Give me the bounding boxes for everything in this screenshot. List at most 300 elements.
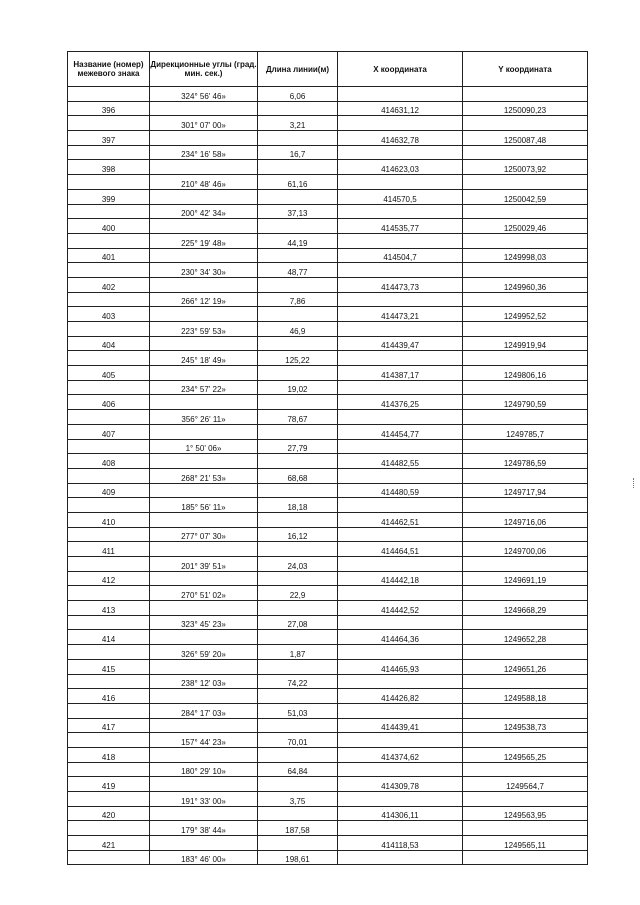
y-coordinate: 1250029,46 bbox=[463, 219, 588, 234]
x-coordinate: 414462,51 bbox=[338, 512, 463, 527]
line-length: 7,86 bbox=[258, 292, 338, 307]
table-header-row bbox=[68, 52, 588, 87]
direction-angle: 157° 44' 23» bbox=[150, 733, 258, 748]
x-coordinate: 414306,11 bbox=[338, 806, 463, 821]
length-cell bbox=[258, 131, 338, 146]
angle-cell bbox=[150, 189, 258, 204]
line-length: 198,61 bbox=[258, 850, 338, 865]
angle-cell bbox=[150, 454, 258, 469]
angle-cell bbox=[150, 630, 258, 645]
y-cell bbox=[463, 204, 588, 219]
x-coordinate: 414473,21 bbox=[338, 307, 463, 322]
point-name: 398 bbox=[68, 160, 150, 175]
y-coordinate: 1249785,7 bbox=[463, 424, 588, 439]
direction-angle: 266° 12' 19» bbox=[150, 292, 258, 307]
angle-cell bbox=[150, 160, 258, 175]
length-cell bbox=[258, 366, 338, 381]
direction-angle: 180° 29' 10» bbox=[150, 762, 258, 777]
line-length: 22,9 bbox=[258, 586, 338, 601]
length-cell bbox=[258, 219, 338, 234]
header-length: Длина линии(м) bbox=[258, 52, 338, 87]
line-length: 74,22 bbox=[258, 674, 338, 689]
line-length: 46,9 bbox=[258, 322, 338, 337]
point-row bbox=[68, 777, 588, 792]
length-cell bbox=[258, 630, 338, 645]
segment-row bbox=[68, 557, 588, 572]
point-row bbox=[68, 424, 588, 439]
y-coordinate: 1249806,16 bbox=[463, 366, 588, 381]
line-length: 1,87 bbox=[258, 645, 338, 660]
segment-row bbox=[68, 498, 588, 513]
length-cell bbox=[258, 160, 338, 175]
segment-row bbox=[68, 410, 588, 425]
line-length: 3,21 bbox=[258, 116, 338, 131]
segment-row bbox=[68, 380, 588, 395]
direction-angle: 183° 46' 00» bbox=[150, 850, 258, 865]
point-row bbox=[68, 836, 588, 851]
length-cell bbox=[258, 718, 338, 733]
direction-angle: 200° 42' 34» bbox=[150, 204, 258, 219]
x-cell bbox=[338, 821, 463, 836]
x-cell bbox=[338, 733, 463, 748]
x-coordinate: 414482,55 bbox=[338, 454, 463, 469]
x-coordinate: 414464,51 bbox=[338, 542, 463, 557]
y-cell bbox=[463, 145, 588, 160]
point-name: 411 bbox=[68, 542, 150, 557]
direction-angle: 324° 56' 46» bbox=[150, 87, 258, 102]
point-row bbox=[68, 101, 588, 116]
length-cell bbox=[258, 806, 338, 821]
point-name: 419 bbox=[68, 777, 150, 792]
y-coordinate: 1249563,95 bbox=[463, 806, 588, 821]
angle-cell bbox=[150, 777, 258, 792]
x-cell bbox=[338, 233, 463, 248]
point-name: 402 bbox=[68, 277, 150, 292]
angle-cell bbox=[150, 836, 258, 851]
y-coordinate: 1249651,26 bbox=[463, 659, 588, 674]
segment-row bbox=[68, 204, 588, 219]
y-cell bbox=[463, 792, 588, 807]
point-row bbox=[68, 689, 588, 704]
point-name: 405 bbox=[68, 366, 150, 381]
y-coordinate: 1250073,92 bbox=[463, 160, 588, 175]
segment-row bbox=[68, 263, 588, 278]
line-length: 78,67 bbox=[258, 410, 338, 425]
x-coordinate: 414439,41 bbox=[338, 718, 463, 733]
y-coordinate: 1249716,06 bbox=[463, 512, 588, 527]
segment-row bbox=[68, 792, 588, 807]
y-coordinate: 1249588,18 bbox=[463, 689, 588, 704]
segment-row bbox=[68, 645, 588, 660]
length-cell bbox=[258, 836, 338, 851]
point-name: 403 bbox=[68, 307, 150, 322]
x-cell bbox=[338, 204, 463, 219]
length-cell bbox=[258, 189, 338, 204]
y-cell bbox=[463, 703, 588, 718]
x-coordinate: 414454,77 bbox=[338, 424, 463, 439]
x-cell bbox=[338, 645, 463, 660]
segment-row bbox=[68, 292, 588, 307]
point-name: 406 bbox=[68, 395, 150, 410]
x-coordinate: 414439,47 bbox=[338, 336, 463, 351]
direction-angle: 284° 17' 03» bbox=[150, 703, 258, 718]
point-name: 421 bbox=[68, 836, 150, 851]
point-name: 414 bbox=[68, 630, 150, 645]
point-row bbox=[68, 542, 588, 557]
y-cell bbox=[463, 263, 588, 278]
point-row bbox=[68, 571, 588, 586]
length-cell bbox=[258, 483, 338, 498]
point-row bbox=[68, 219, 588, 234]
point-name-cell bbox=[68, 410, 150, 425]
x-coordinate: 414632,78 bbox=[338, 131, 463, 146]
segment-row bbox=[68, 351, 588, 366]
point-row bbox=[68, 248, 588, 263]
x-cell bbox=[338, 615, 463, 630]
y-coordinate: 1249919,94 bbox=[463, 336, 588, 351]
point-name-cell bbox=[68, 821, 150, 836]
margin-mark bbox=[633, 478, 636, 488]
x-cell bbox=[338, 527, 463, 542]
y-coordinate: 1249538,73 bbox=[463, 718, 588, 733]
y-coordinate: 1249998,03 bbox=[463, 248, 588, 263]
point-row bbox=[68, 601, 588, 616]
y-cell bbox=[463, 527, 588, 542]
line-length: 19,02 bbox=[258, 380, 338, 395]
length-cell bbox=[258, 689, 338, 704]
x-cell bbox=[338, 703, 463, 718]
point-name-cell bbox=[68, 204, 150, 219]
angle-cell bbox=[150, 336, 258, 351]
point-name: 417 bbox=[68, 718, 150, 733]
y-cell bbox=[463, 410, 588, 425]
y-cell bbox=[463, 733, 588, 748]
point-name-cell bbox=[68, 557, 150, 572]
angle-cell bbox=[150, 366, 258, 381]
point-row bbox=[68, 189, 588, 204]
y-coordinate: 1249960,36 bbox=[463, 277, 588, 292]
line-length: 16,12 bbox=[258, 527, 338, 542]
point-name: 412 bbox=[68, 571, 150, 586]
x-coordinate: 414442,52 bbox=[338, 601, 463, 616]
segment-row bbox=[68, 175, 588, 190]
y-cell bbox=[463, 821, 588, 836]
point-name: 404 bbox=[68, 336, 150, 351]
point-name: 400 bbox=[68, 219, 150, 234]
point-name-cell bbox=[68, 703, 150, 718]
x-cell bbox=[338, 175, 463, 190]
point-name-cell bbox=[68, 850, 150, 865]
angle-cell bbox=[150, 512, 258, 527]
point-name-cell bbox=[68, 175, 150, 190]
x-coordinate: 414376,25 bbox=[338, 395, 463, 410]
table-body bbox=[68, 87, 588, 865]
direction-angle: 238° 12' 03» bbox=[150, 674, 258, 689]
segment-row bbox=[68, 733, 588, 748]
x-cell bbox=[338, 263, 463, 278]
segment-row bbox=[68, 322, 588, 337]
point-name-cell bbox=[68, 145, 150, 160]
line-length: 48,77 bbox=[258, 263, 338, 278]
length-cell bbox=[258, 454, 338, 469]
direction-angle: 270° 51' 02» bbox=[150, 586, 258, 601]
angle-cell bbox=[150, 483, 258, 498]
length-cell bbox=[258, 659, 338, 674]
direction-angle: 277° 07' 30» bbox=[150, 527, 258, 542]
x-coordinate: 414442,18 bbox=[338, 571, 463, 586]
x-cell bbox=[338, 498, 463, 513]
length-cell bbox=[258, 307, 338, 322]
line-length: 68,68 bbox=[258, 468, 338, 483]
segment-row bbox=[68, 586, 588, 601]
direction-angle: 245° 18' 49» bbox=[150, 351, 258, 366]
segment-row bbox=[68, 468, 588, 483]
direction-angle: 225° 19' 48» bbox=[150, 233, 258, 248]
direction-angle: 179° 38' 44» bbox=[150, 821, 258, 836]
angle-cell bbox=[150, 395, 258, 410]
y-coordinate: 1249652,28 bbox=[463, 630, 588, 645]
y-coordinate: 1249700,06 bbox=[463, 542, 588, 557]
y-coordinate: 1249691,19 bbox=[463, 571, 588, 586]
x-cell bbox=[338, 792, 463, 807]
point-name-cell bbox=[68, 263, 150, 278]
length-cell bbox=[258, 777, 338, 792]
point-name-cell bbox=[68, 527, 150, 542]
point-row bbox=[68, 806, 588, 821]
y-cell bbox=[463, 292, 588, 307]
y-cell bbox=[463, 468, 588, 483]
x-cell bbox=[338, 850, 463, 865]
length-cell bbox=[258, 248, 338, 263]
segment-row bbox=[68, 703, 588, 718]
y-coordinate: 1249952,52 bbox=[463, 307, 588, 322]
angle-cell bbox=[150, 806, 258, 821]
y-cell bbox=[463, 351, 588, 366]
x-coordinate: 414465,93 bbox=[338, 659, 463, 674]
point-name: 399 bbox=[68, 189, 150, 204]
length-cell bbox=[258, 571, 338, 586]
x-cell bbox=[338, 322, 463, 337]
y-cell bbox=[463, 322, 588, 337]
line-length: 27,08 bbox=[258, 615, 338, 630]
line-length: 16,7 bbox=[258, 145, 338, 160]
segment-row bbox=[68, 850, 588, 865]
x-cell bbox=[338, 116, 463, 131]
x-cell bbox=[338, 762, 463, 777]
point-row bbox=[68, 366, 588, 381]
point-name: 416 bbox=[68, 689, 150, 704]
x-cell bbox=[338, 145, 463, 160]
line-length: 44,19 bbox=[258, 233, 338, 248]
y-coordinate: 1250042,59 bbox=[463, 189, 588, 204]
x-coordinate: 414480,59 bbox=[338, 483, 463, 498]
y-cell bbox=[463, 674, 588, 689]
point-name: 396 bbox=[68, 101, 150, 116]
x-cell bbox=[338, 674, 463, 689]
segment-row bbox=[68, 615, 588, 630]
line-length: 3,75 bbox=[258, 792, 338, 807]
segment-row bbox=[68, 821, 588, 836]
point-name: 397 bbox=[68, 131, 150, 146]
x-cell bbox=[338, 586, 463, 601]
angle-cell bbox=[150, 601, 258, 616]
direction-angle: 326° 59' 20» bbox=[150, 645, 258, 660]
angle-cell bbox=[150, 571, 258, 586]
point-row bbox=[68, 454, 588, 469]
y-coordinate: 1249565,25 bbox=[463, 747, 588, 762]
y-coordinate: 1249717,94 bbox=[463, 483, 588, 498]
y-cell bbox=[463, 116, 588, 131]
point-name-cell bbox=[68, 439, 150, 454]
line-length: 37,13 bbox=[258, 204, 338, 219]
y-cell bbox=[463, 645, 588, 660]
angle-cell bbox=[150, 747, 258, 762]
point-name-cell bbox=[68, 380, 150, 395]
y-coordinate: 1250087,48 bbox=[463, 131, 588, 146]
segment-row bbox=[68, 762, 588, 777]
x-cell bbox=[338, 410, 463, 425]
y-cell bbox=[463, 850, 588, 865]
y-cell bbox=[463, 175, 588, 190]
y-cell bbox=[463, 615, 588, 630]
direction-angle: 191° 33' 00» bbox=[150, 792, 258, 807]
segment-row bbox=[68, 233, 588, 248]
angle-cell bbox=[150, 424, 258, 439]
y-cell bbox=[463, 762, 588, 777]
y-cell bbox=[463, 439, 588, 454]
point-row bbox=[68, 160, 588, 175]
point-row bbox=[68, 395, 588, 410]
line-length: 70,01 bbox=[258, 733, 338, 748]
point-name: 408 bbox=[68, 454, 150, 469]
angle-cell bbox=[150, 219, 258, 234]
point-name: 413 bbox=[68, 601, 150, 616]
point-row bbox=[68, 659, 588, 674]
point-row bbox=[68, 512, 588, 527]
x-coordinate: 414623,03 bbox=[338, 160, 463, 175]
y-coordinate: 1249668,29 bbox=[463, 601, 588, 616]
line-length: 125,22 bbox=[258, 351, 338, 366]
x-cell bbox=[338, 87, 463, 102]
angle-cell bbox=[150, 689, 258, 704]
x-coordinate: 414473,73 bbox=[338, 277, 463, 292]
point-name-cell bbox=[68, 645, 150, 660]
segment-row bbox=[68, 674, 588, 689]
header-y: Y координата bbox=[463, 52, 588, 87]
point-name-cell bbox=[68, 292, 150, 307]
y-cell bbox=[463, 557, 588, 572]
line-length: 51,03 bbox=[258, 703, 338, 718]
point-name-cell bbox=[68, 615, 150, 630]
x-coordinate: 414387,17 bbox=[338, 366, 463, 381]
line-length: 64,84 bbox=[258, 762, 338, 777]
direction-angle: 234° 57' 22» bbox=[150, 380, 258, 395]
x-coordinate: 414570,5 bbox=[338, 189, 463, 204]
x-coordinate: 414426,82 bbox=[338, 689, 463, 704]
point-row bbox=[68, 483, 588, 498]
x-cell bbox=[338, 292, 463, 307]
point-row bbox=[68, 336, 588, 351]
y-cell bbox=[463, 233, 588, 248]
length-cell bbox=[258, 336, 338, 351]
point-name-cell bbox=[68, 116, 150, 131]
point-row bbox=[68, 131, 588, 146]
point-name-cell bbox=[68, 87, 150, 102]
point-name: 407 bbox=[68, 424, 150, 439]
y-coordinate: 1250090,23 bbox=[463, 101, 588, 116]
angle-cell bbox=[150, 659, 258, 674]
y-coordinate: 1249564,7 bbox=[463, 777, 588, 792]
point-name-cell bbox=[68, 762, 150, 777]
length-cell bbox=[258, 512, 338, 527]
header-angle: Дирекционные углы (град. мин. сек.) bbox=[150, 52, 258, 87]
x-cell bbox=[338, 380, 463, 395]
direction-angle: 268° 21' 53» bbox=[150, 468, 258, 483]
angle-cell bbox=[150, 248, 258, 263]
length-cell bbox=[258, 395, 338, 410]
direction-angle: 356° 26' 11» bbox=[150, 410, 258, 425]
point-name-cell bbox=[68, 792, 150, 807]
point-name-cell bbox=[68, 322, 150, 337]
point-name-cell bbox=[68, 586, 150, 601]
direction-angle: 230° 34' 30» bbox=[150, 263, 258, 278]
x-coordinate: 414535,77 bbox=[338, 219, 463, 234]
line-length: 18,18 bbox=[258, 498, 338, 513]
point-name-cell bbox=[68, 351, 150, 366]
point-row bbox=[68, 747, 588, 762]
length-cell bbox=[258, 424, 338, 439]
segment-row bbox=[68, 527, 588, 542]
segment-row bbox=[68, 87, 588, 102]
x-coordinate: 414374,62 bbox=[338, 747, 463, 762]
direction-angle: 1° 50' 06» bbox=[150, 439, 258, 454]
angle-cell bbox=[150, 277, 258, 292]
point-name-cell bbox=[68, 733, 150, 748]
y-cell bbox=[463, 498, 588, 513]
x-coordinate: 414464,36 bbox=[338, 630, 463, 645]
length-cell bbox=[258, 542, 338, 557]
point-name: 409 bbox=[68, 483, 150, 498]
segment-row bbox=[68, 116, 588, 131]
length-cell bbox=[258, 277, 338, 292]
direction-angle: 323° 45' 23» bbox=[150, 615, 258, 630]
angle-cell bbox=[150, 307, 258, 322]
header-x: X координата bbox=[338, 52, 463, 87]
direction-angle: 185° 56' 11» bbox=[150, 498, 258, 513]
y-cell bbox=[463, 586, 588, 601]
line-length: 187,58 bbox=[258, 821, 338, 836]
line-length: 61,16 bbox=[258, 175, 338, 190]
x-cell bbox=[338, 468, 463, 483]
line-length: 27,79 bbox=[258, 439, 338, 454]
x-cell bbox=[338, 557, 463, 572]
y-coordinate: 1249565,11 bbox=[463, 836, 588, 851]
coordinates-table bbox=[67, 51, 588, 865]
point-name: 420 bbox=[68, 806, 150, 821]
point-row bbox=[68, 307, 588, 322]
line-length: 24,03 bbox=[258, 557, 338, 572]
direction-angle: 210° 48' 46» bbox=[150, 175, 258, 190]
point-name-cell bbox=[68, 498, 150, 513]
angle-cell bbox=[150, 718, 258, 733]
point-name: 418 bbox=[68, 747, 150, 762]
header-name: Название (номер) межевого знака bbox=[68, 52, 150, 87]
point-row bbox=[68, 277, 588, 292]
length-cell bbox=[258, 601, 338, 616]
x-coordinate: 414631,12 bbox=[338, 101, 463, 116]
length-cell bbox=[258, 101, 338, 116]
x-coordinate: 414309,78 bbox=[338, 777, 463, 792]
